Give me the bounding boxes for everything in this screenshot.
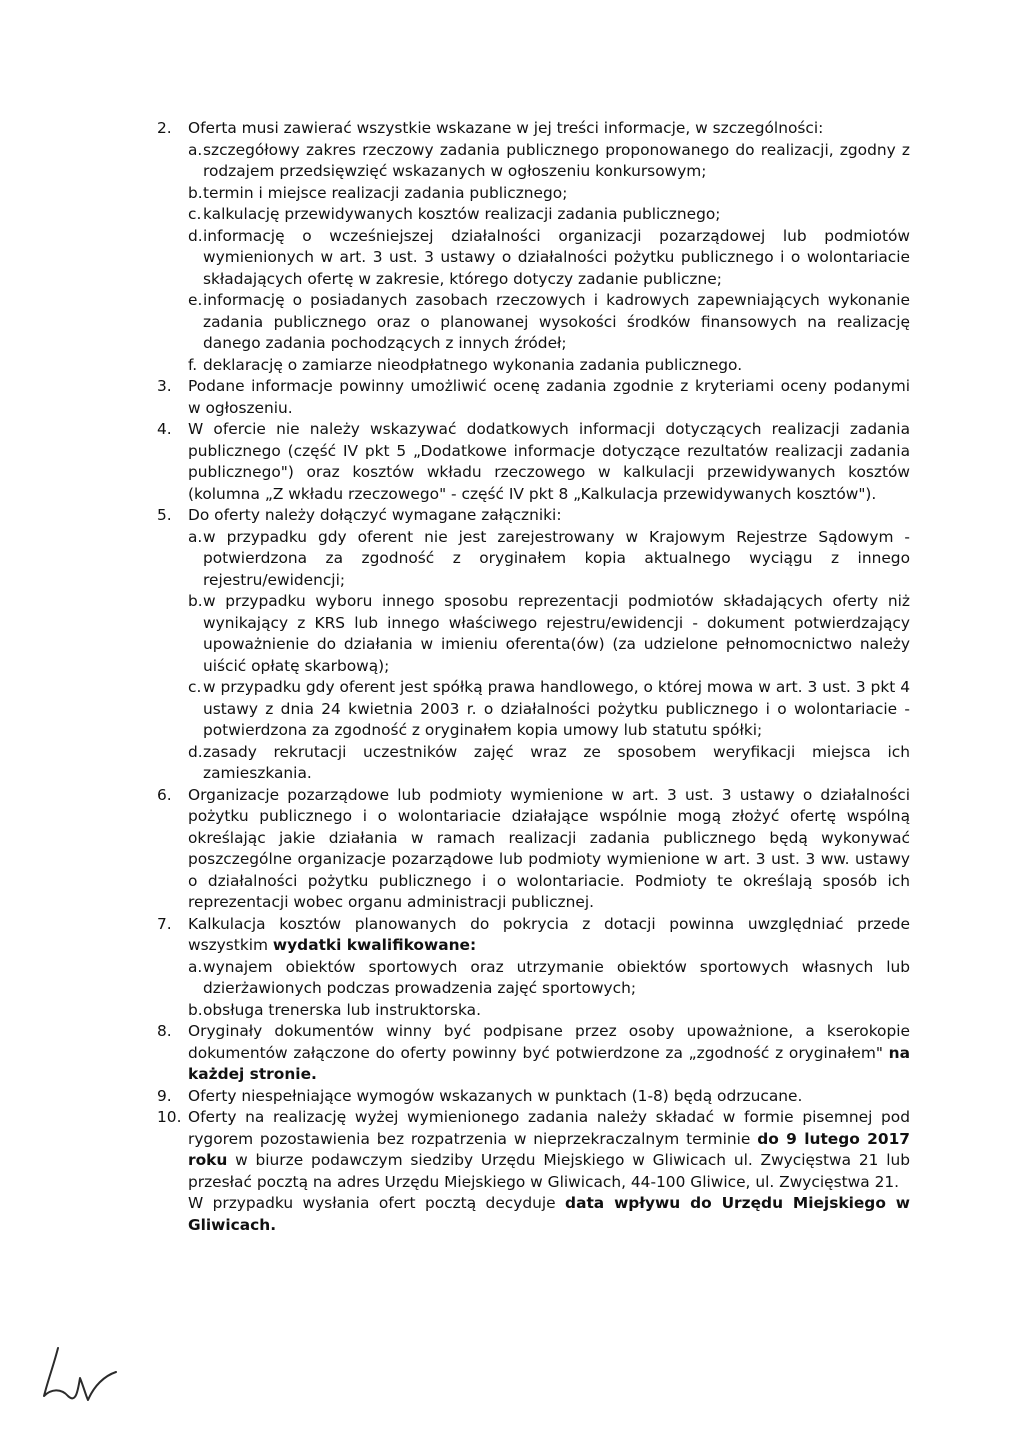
list-item-8 [157,1021,910,1086]
item-number: 2. [157,119,172,137]
item-text: Oferta musi zawierać wszystkie wskazane w jej treści informacje, w szczególności: [188,119,824,137]
sub-item-letter: c. [188,678,202,696]
list-item-10 [157,1107,910,1193]
list-item-4 [157,419,910,505]
sub-item-text: w przypadku gdy oferent jest spółką prawa handlowego, o której mowa w art. 3 ust. 3 pkt 4 ustawy z dnia 24 kwietnia 2003 r. o działalności pożytku publicznego i o wolontariacie - potwierdzona za zgodność z oryginałem kopia umowy lub statutu spółki; [203,678,910,739]
item-number: 3. [157,377,172,395]
item-text: w biurze podawczym siedziby Urzędu Miejskiego w Gliwicach ul. Zwycięstwa 21 lub przesłać pocztą na adres Urzędu Miejskiego w Gliwicach, 44-100 Gliwice, ul. Zwycięstwa 21. [188,1151,910,1191]
sub-item-text: kalkulację przewidywanych kosztów realizacji zadania publicznego; [203,205,721,223]
sub-item-text: termin i miejsce realizacji zadania publicznego; [203,183,568,202]
item-text: Oferty niespełniające wymogów wskazanych w punktach (1-8) będą odrzucane. [188,1086,803,1105]
item-text: Kalkulacja kosztów planowanych do pokrycia z dotacji powinna uwzględniać przede wszystkim [188,914,910,954]
sub-item-text: deklarację o zamiarze nieodpłatnego wykonania zadania publicznego. [203,355,743,374]
sub-item-text: w przypadku gdy oferent nie jest zarejestrowany w Krajowym Rejestrze Sądowym - potwierdzona za zgodność z oryginałem kopia aktualnego wyciągu z innego rejestru/ewidencji; [203,527,910,589]
item-number: 7. [157,914,172,933]
item-text-bold: na każdej stronie. [188,1043,910,1083]
item-text: W ofercie nie należy wskazywać dodatkowych informacji dotyczących realizacji zadania publicznego (część IV pkt 5 „Dodatkowe informacje dotyczące rezultatów realizacji zadania publicznego") oraz kosztów wkładu rzeczowego w kalkulacji przewidywanych kosztów (kolumna „Z wkładu rzeczowego" - część IV pkt 8 „Kalkulacja przewidywanych kosztów"). [188,420,910,503]
list-item-10-continuation [157,1193,910,1236]
item-text: W przypadku wysłania ofert pocztą decyduje [188,1194,566,1212]
document-body [157,118,910,1236]
item-text: Oryginały dokumentów winny być podpisane przez osoby upoważnione, a kserokopie dokumentów załączone do oferty powinny być potwierdzone za „zgodność z oryginałem" [188,1022,910,1062]
sub-item-letter: d. [188,742,203,761]
sub-item-letter: a. [188,140,203,159]
sub-item-2e [157,290,910,355]
sub-item-letter: b. [188,592,203,610]
item-text: Organizacje pozarządowe lub podmioty wymienione w art. 3 ust. 3 ustawy o działalności pożytku publicznego i o wolontariacie działające wspólnie mogą złożyć ofertę wspólną określając jakie działania w ramach realizacji zadania publicznego będą wykonywać poszczególne organizacje pozarządowe lub podmioty wymienione w art. 3 ust. 3 ww. ustawy o działalności pożytku publicznego i o wolontariacie. Podmioty te określają sposób ich reprezentacji wobec organu administracji publicznej. [188,785,910,911]
list-item-2 [157,118,910,140]
item-text: Podane informacje powinny umożliwić ocenę zadania zgodnie z kryteriami oceny podanymi w ogłoszeniu. [188,377,910,417]
sub-item-7b [157,1000,910,1022]
sub-item-5a [157,527,910,592]
sub-item-2b [157,183,910,205]
sub-item-letter: e. [188,291,203,309]
sub-item-text: szczegółowy zakres rzeczowy zadania publicznego proponowanego do realizacji, zgodny z rodzajem przedsięwzięć wskazanych w ogłoszeniu konkursowym; [203,140,910,180]
list-item-7 [157,914,910,957]
sub-item-2a [157,140,910,183]
sub-item-letter: a. [188,957,203,976]
sub-item-letter: b. [188,1000,203,1019]
item-text-bold: data wpływu do Urzędu Miejskiego w Gliwicach. [188,1194,910,1234]
sub-item-letter: d. [188,226,203,245]
signature-initials [24,1338,124,1418]
sub-item-5b [157,591,910,677]
item-number: 10. [157,1108,182,1126]
sub-item-5c [157,677,910,742]
list-item-5 [157,505,910,527]
sub-item-2d [157,226,910,291]
list-item-6 [157,785,910,914]
sub-item-letter: a. [188,527,203,546]
sub-item-text: obsługa trenerska lub instruktorska. [203,1000,481,1019]
sub-item-7a [157,957,910,1000]
item-text: Do oferty należy dołączyć wymagane załączniki: [188,506,562,524]
list-item-9 [157,1086,910,1108]
sub-item-letter: c. [188,205,202,223]
item-number: 5. [157,506,172,524]
sub-item-text: w przypadku wyboru innego sposobu reprezentacji podmiotów składających oferty niż wynikający z KRS lub innego właściwego rejestru/ewidencji - dokument potwierdzający upoważnienie do działania w imieniu oferenta(ów) (za udzielone pełnomocnictwo należy uiścić opłatę skarbową); [203,592,910,675]
sub-item-text: zasady rekrutacji uczestników zajęć wraz ze sposobem weryfikacji miejsca ich zamieszkania. [203,742,910,782]
sub-item-5d [157,742,910,785]
item-number: 8. [157,1022,172,1040]
item-number: 6. [157,785,172,804]
item-number: 9. [157,1086,172,1105]
item-text-bold: wydatki kwalifikowane: [272,936,477,954]
item-text-bold: do 9 lutego 2017 roku [188,1129,910,1169]
sub-item-text: informację o wcześniejszej działalności organizacji pozarządowej lub podmiotów wymienionych w art. 3 ust. 3 ustawy o działalności pożytku publicznego i o wolontariacie składających ofertę w zakresie, którego dotyczy zadanie publiczne; [203,226,910,288]
sub-item-2c [157,204,910,226]
sub-item-2f [157,355,910,377]
item-number: 4. [157,420,172,438]
item-text: Oferty na realizację wyżej wymienionego zadania należy składać w formie pisemnej pod rygorem pozostawienia bez rozpatrzenia w nieprzekraczalnym terminie [188,1108,910,1148]
list-item-3 [157,376,910,419]
sub-item-text: informację o posiadanych zasobach rzeczowych i kadrowych zapewniających wykonanie zadania publicznego oraz o planowanej wysokości środków finansowych na realizację danego zadania pochodzących z innych źródeł; [203,291,910,352]
sub-item-letter: b. [188,183,203,202]
sub-item-letter: f. [188,355,198,374]
sub-item-text: wynajem obiektów sportowych oraz utrzymanie obiektów sportowych własnych lub dzierżawionych podczas prowadzenia zajęć sportowych; [203,957,910,997]
